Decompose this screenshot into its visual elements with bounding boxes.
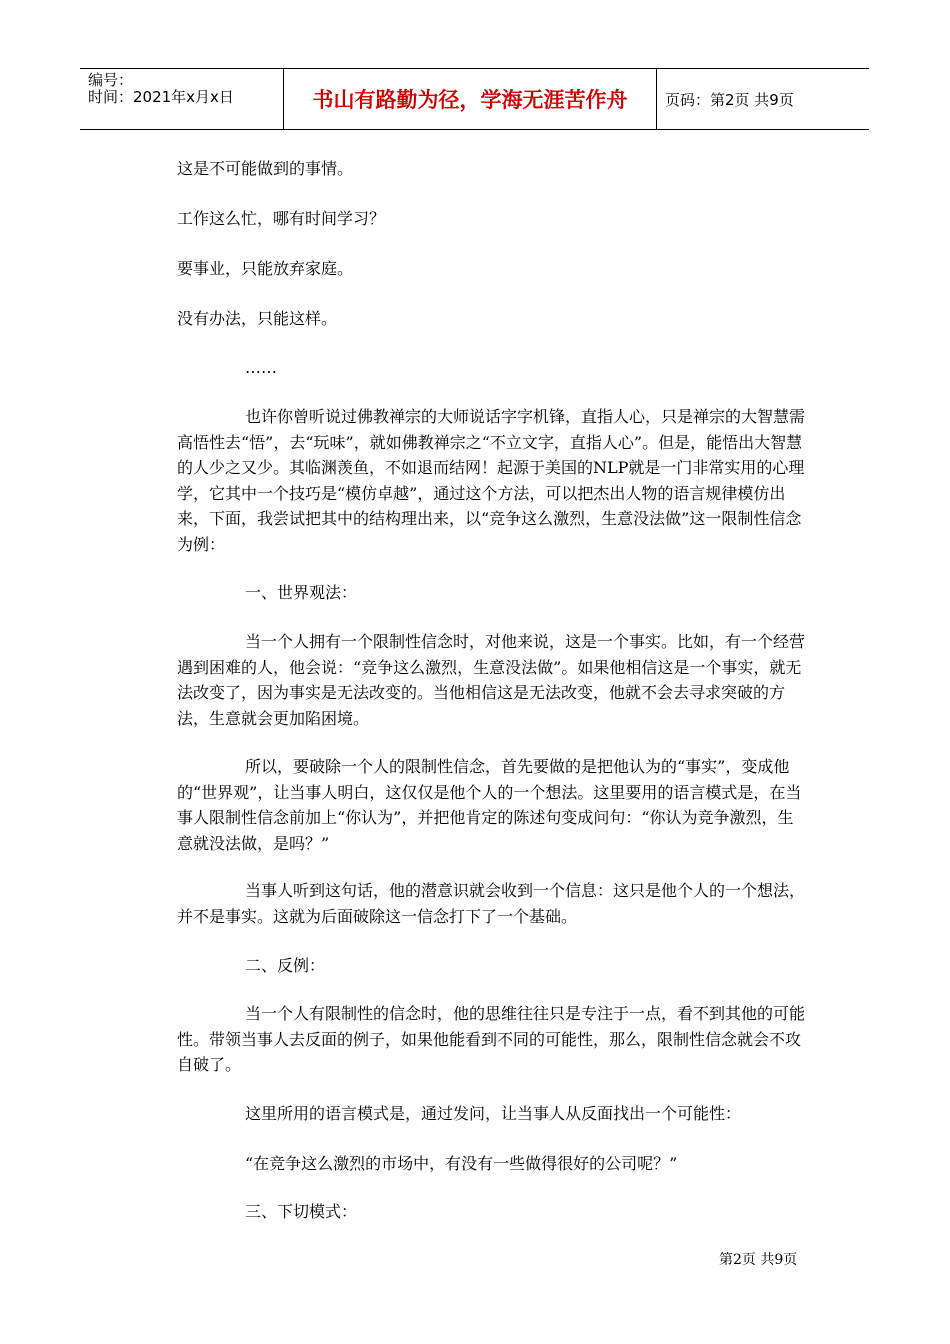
body-line-4: 没有办法，只能这样。 <box>177 309 338 328</box>
section1-paragraph-3: 当事人听到这句话，他的潜意识就会收到一个信息：这只是他个人的一个想法，并不是事实。这就为后面破除这一信念打下了一个基础。 <box>177 881 806 926</box>
section1-paragraph-2: 所以，要破除一个人的限制性信念，首先要做的是把他认为的“事实”，变成他的“世界观”，让当事人明白，这仅仅是他个人的一个想法。这里要用的语言模式是，在当事人限制性信念前加上“你认为”，并把他肯定的陈述句变成问句：“你认为竞争激烈，生意就没法做，是吗？” <box>177 757 802 853</box>
section2-paragraph-1: 当一个人有限制性的信念时，他的思维往往只是专注于一点，看不到其他的可能性。带领当事人去反面的例子，如果他能看到不同的可能性，那么，限制性信念就会不攻自破了。 <box>177 1004 806 1074</box>
body-ellipsis: …… <box>245 358 277 377</box>
section2-paragraph-2: 这里所用的语言模式是，通过发问，让当事人从反面找出一个可能性： <box>245 1104 742 1123</box>
body-line-2: 工作这么忙，哪有时间学习？ <box>177 209 386 228</box>
header-meta <box>80 69 283 129</box>
document-date-label: 时间：2021年x月x日 <box>88 88 234 106</box>
header-page-number: 页码：第2页 共9页 <box>665 90 794 109</box>
document-number-label: 编号： <box>88 71 134 89</box>
page-header <box>80 68 869 130</box>
page-footer: 第2页 共9页 <box>719 1252 798 1268</box>
section1-paragraph-1: 当一个人拥有一个限制性信念时，对他来说，这是一个事实。比如，有一个经营遇到困难的人，他会说：“竞争这么激烈，生意没法做”。如果他相信这是一个事实，就无法改变了，因为事实是无法改变的。当他相信这是无法改变，他就不会去寻求突破的方法，生意就会更加陷困境。 <box>177 632 806 728</box>
intro-paragraph: 也许你曾听说过佛教禅宗的大师说话字字机锋，直指人心，只是禅宗的大智慧需高悟性去“悟”，去“玩味”，就如佛教禅宗之“不立文字，直指人心”。但是，能悟出大智慧的人少之又少。其临渊羡鱼，不如退而结网！起源于美国的NLP就是一门非常实用的心理学，它其中一个技巧是“模仿卓越”，通过这个方法，可以把杰出人物的语言规律模仿出来，下面，我尝试把其中的结构理出来，以“竞争这么激烈，生意没法做”这一限制性信念为例： <box>177 407 806 554</box>
section-heading-2: 二、反例： <box>245 956 326 975</box>
section2-quote: “在竞争这么激烈的市场中，有没有一些做得很好的公司呢？” <box>245 1154 678 1173</box>
body-line-1: 这是不可能做到的事情。 <box>177 159 354 178</box>
header-motto: 书山有路勤为径，学海无涯苦作舟 <box>283 69 657 129</box>
section-heading-1: 一、世界观法： <box>245 583 358 602</box>
section-heading-3: 三、下切模式： <box>245 1202 358 1221</box>
body-line-3: 要事业，只能放弃家庭。 <box>177 259 354 278</box>
